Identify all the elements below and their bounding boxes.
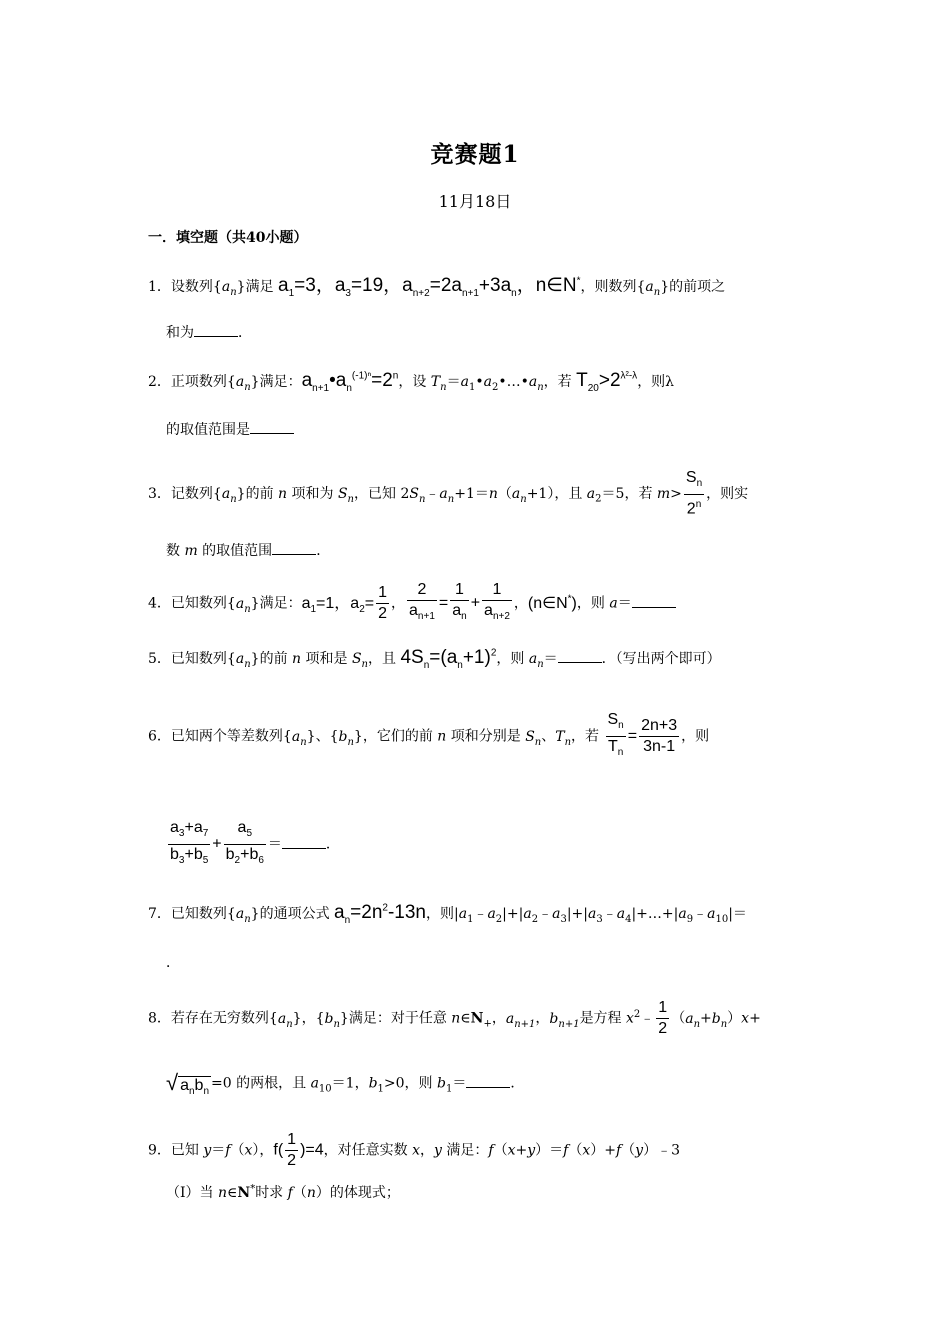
question-5: 5．已知数列$\{a_n\}$的前 n 项和是 $S_n$，且 $4S_n=(a_n+1)^2$，则 $a_n=$ ．（写出两个即可） — [148, 647, 721, 671]
question-number: 5． — [148, 651, 171, 667]
question-3-cont: 数 m 的取值范围 ． — [166, 543, 331, 559]
question-9-part-1: （Ⅰ）当 n∈N*时求 f（n）的体现式； — [166, 1183, 400, 1201]
question-number: 3． — [148, 485, 171, 502]
question-number: 6． — [148, 728, 171, 745]
question-6-cont: $\frac{a_3+a_7}{b_3+b_5}$ + $\frac{a_5}{b_2+b_6}$ ＝ ． — [170, 819, 340, 867]
question-1: 1．设数列$\{a_n\}$满足 $a_1=3$，$a_3=19$，$a_{n+2}=2a_{n+1}+3a_n$，n∈N*，则数列$\{a_n\}$的前项之 — [148, 275, 726, 299]
question-6: 6．已知两个等差数列$\{a_n\}$、$\{b_n\}$，它们的前 n 项和分别是 $S_n$、$T_n$，若 $\frac{S_n}{T_n}$ = $\frac{2n+3}{3n-1}$ ，则 — [148, 711, 710, 759]
part-label: （Ⅰ）当 — [166, 1185, 214, 1201]
question-8: 8．若存在无穷数列$\{a_n\}$，$\{b_n\}$满足：对于任意 $n\in N_+$，$a_{n+1}$，$b_{n+1}$是方程 $x^2﹣$ $\frac{1}{2}$ $(a_n+b_n)x+$ — [148, 999, 761, 1037]
question-9: 9．已知 y＝f（x），f( $\frac{1}{2}$ )=4，对任意实数 x，y 满足：f（x+y）＝f（x）+f（y）﹣3 — [148, 1131, 680, 1169]
question-2: 2．正项数列$\{a_n\}$满足：$a_{n+1}•a_n^{(-1)^n}=2^n$，设 $T_n=a_1•a_2•\dots•a_n$，若 $T_{20}>2^{\lambda^2-\lambda}$，则λ — [148, 370, 675, 394]
page-title: 竞赛题1 — [430, 141, 520, 168]
question-number: 9． — [148, 1142, 171, 1159]
page-date: 11月18日 — [438, 192, 512, 211]
question-number: 8． — [148, 1010, 171, 1027]
question-number: 1． — [148, 279, 171, 295]
question-1-cont: 和为 ． — [166, 325, 252, 341]
question-2-cont: 的取值范围是 — [166, 419, 294, 439]
question-3: 3．记数列$\{a_n\}$的前 n 项和为 $S_n$，已知 $2S_n﹣a_n+1=n(a_n+1)$，且 $a_2=5$，若 m> $\frac{S_n}{2^n}$ ，则实 — [148, 469, 749, 518]
question-number: 7． — [148, 906, 171, 922]
question-7: 7．已知数列$\{a_n\}$的通项公式 $a_n=2n^2-13n$，则$|a_1﹣a_2|+|a_2﹣a_3|+|a_3﹣a_4|+\dots+|a_9﹣a_{10}|=$ — [148, 902, 747, 926]
question-number: 2． — [148, 374, 171, 390]
question-4: 4．已知数列$\{a_n\}$满足：$a_1=1$，$a_2=$ $\frac{1}{2}$ ， $\frac{2}{a_{n+1}}$ = $\frac{1}{a_n}$ + $\frac{1}{a_{n+2}}$ ，(n∈N*)，则 a＝ — [148, 580, 676, 627]
section-header: 一．填空题（共40小题） — [148, 230, 308, 246]
question-number: 4． — [148, 595, 171, 612]
question-7-cont: ． — [166, 955, 180, 971]
question-8-cont: √ $a_nb_n=0$ 的两根，且 $a_{10}=1$，$b_1>0$，则 $b_1=$ ． — [166, 1070, 525, 1098]
